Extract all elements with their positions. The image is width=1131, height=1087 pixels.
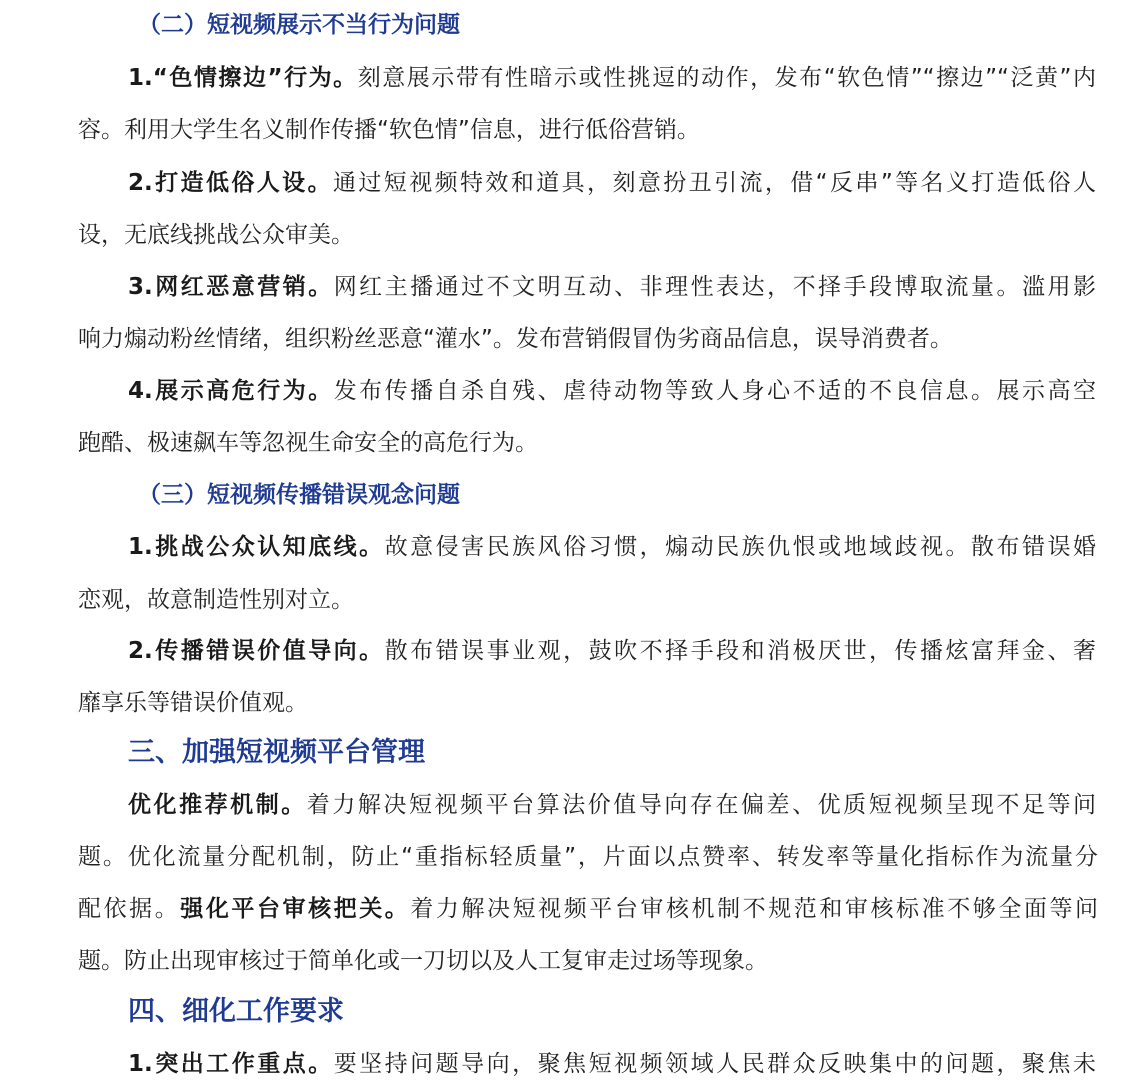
paragraph-line: 跑酷、极速飙车等忽视生命安全的高危行为。 <box>78 430 538 456</box>
item-text: 着力解决短视频平台算法价值导向存在偏差、优质短视频呈现不足等问 <box>306 792 1097 818</box>
paragraph-line <box>128 532 1096 562</box>
paragraph-line: 容。利用大学生名义制作传播“软色情”信息，进行低俗营销。 <box>78 117 700 143</box>
item-title: 3.网红恶意营销。 <box>128 274 334 300</box>
paragraph-line <box>128 790 1096 820</box>
item-text: 发布传播自杀自残、虐待动物等致人身心不适的不良信息。展示高空 <box>333 378 1096 404</box>
paragraph-line: 恋观，故意制造性别对立。 <box>78 587 354 613</box>
paragraph-line <box>128 63 1096 93</box>
item-text: 配依据。 <box>78 896 181 922</box>
item-text: 网红主播通过不文明互动、非理性表达，不择手段博取流量。滥用影 <box>333 274 1096 300</box>
item-text: 刻意展示带有性暗示或性挑逗的动作，发布“软色情”“擦边”“泛黄”内 <box>357 65 1096 91</box>
paragraph-line <box>128 636 1096 666</box>
paragraph-line <box>128 272 1096 302</box>
paragraph-line <box>128 376 1096 406</box>
item-title: 1.“色情擦边”行为。 <box>128 65 358 91</box>
paragraph-line <box>128 168 1096 198</box>
section-heading-3: （三）短视频传播错误观念问题 <box>138 482 460 508</box>
item-text: 要坚持问题导向，聚焦短视频领域人民群众反映集中的问题，聚焦未 <box>333 1051 1096 1077</box>
section-heading-2: （二）短视频展示不当行为问题 <box>138 12 460 38</box>
item-text: 通过短视频特效和道具，刻意扮丑引流，借“反串”等名义打造低俗人 <box>332 170 1096 196</box>
paragraph-line <box>78 894 1098 924</box>
item-text: 着力解决短视频平台审核机制不规范和审核标准不够全面等问 <box>410 896 1099 922</box>
part-heading-3: 三、加强短视频平台管理 <box>128 737 425 768</box>
item-title: 4.展示高危行为。 <box>128 378 334 404</box>
item-text: 故意侵害民族风俗习惯，煽动民族仇恨或地域歧视。散布错误婚 <box>384 534 1097 560</box>
item-title: 2.打造低俗人设。 <box>128 170 333 196</box>
paragraph-line: 题。防止出现审核过于简单化或一刀切以及人工复审走过场等现象。 <box>78 948 768 974</box>
paragraph-line: 靡享乐等错误价值观。 <box>78 690 308 716</box>
part-heading-4: 四、细化工作要求 <box>128 996 344 1027</box>
item-title: 1.挑战公众认知底线。 <box>128 534 385 560</box>
item-title: 优化推荐机制。 <box>128 792 307 818</box>
item-title: 1.突出工作重点。 <box>128 1051 334 1077</box>
item-title: 强化平台审核把关。 <box>180 896 411 922</box>
item-text: 散布错误事业观，鼓吹不择手段和消极厌世，传播炫富拜金、奢 <box>384 638 1097 664</box>
paragraph-line: 设，无底线挑战公众审美。 <box>78 222 354 248</box>
paragraph-line <box>128 1049 1096 1079</box>
item-title: 2.传播错误价值导向。 <box>128 638 385 664</box>
paragraph-line: 响力煽动粉丝情绪，组织粉丝恶意“灌水”。发布营销假冒伪劣商品信息，误导消费者。 <box>78 326 953 352</box>
paragraph-line: 题。优化流量分配机制，防止“重指标轻质量”，片面以点赞率、转发率等量化指标作为流量分 <box>78 844 1098 870</box>
